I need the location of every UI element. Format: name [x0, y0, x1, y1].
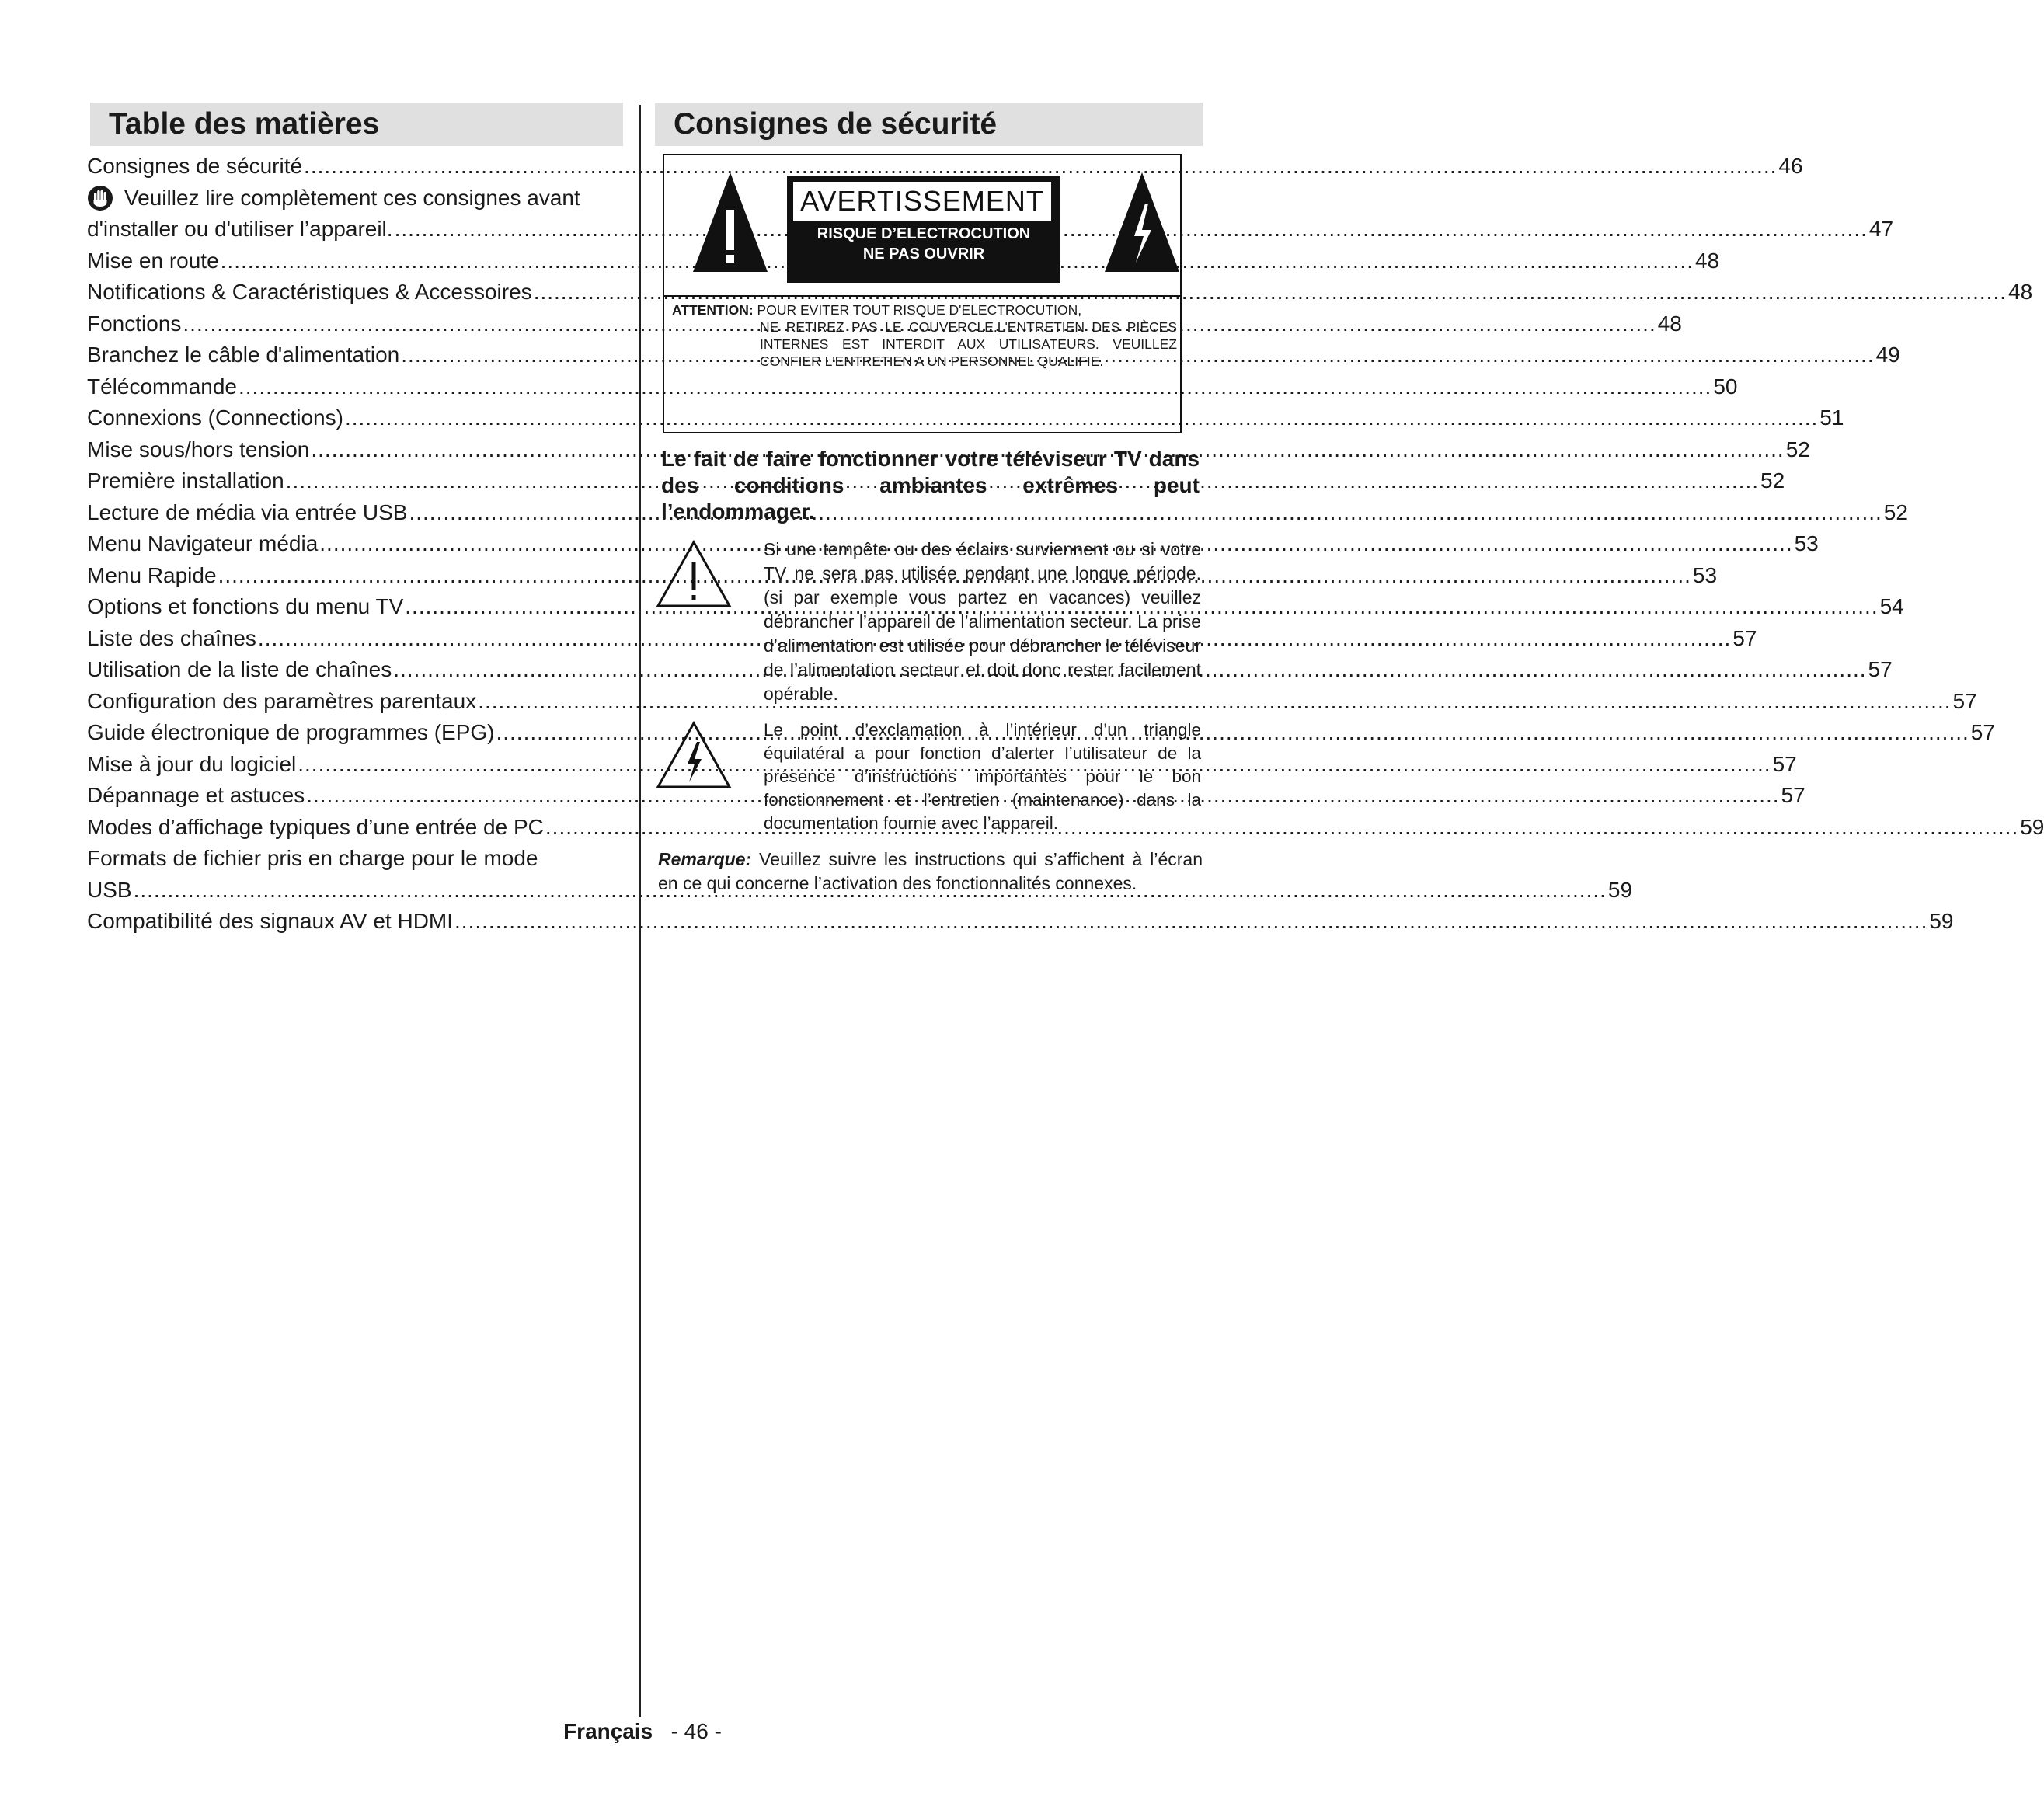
exclamation-meaning	[655, 719, 1203, 835]
toc-item-page: 57	[1732, 625, 1757, 650]
toc-item[interactable]	[87, 465, 1785, 497]
toc-item-label: Compatibilité des signaux AV et HDMI	[87, 909, 454, 933]
toc-item-label: USB	[87, 877, 132, 902]
toc-item-page: 46	[1778, 154, 1803, 178]
warning-subtitle-1: RISQUE D’ELECTROCUTION	[817, 225, 1031, 242]
toc-item-page: 52	[1785, 437, 1810, 461]
toc-item-page: 53	[1794, 531, 1819, 555]
toc-item-page: 57	[1868, 657, 1893, 681]
toc-item[interactable]	[87, 591, 1904, 623]
toc-item-page: 51	[1819, 406, 1844, 430]
toc-item-label: Utilisation de la liste de chaînes	[87, 657, 392, 681]
toc-note-line1: Veuillez lire complètement ces consignes avant	[124, 185, 580, 210]
toc-item[interactable]	[87, 623, 1757, 655]
toc-item-page: 53	[1692, 562, 1718, 587]
exclamation-triangle-icon	[691, 169, 769, 275]
toc-item-page: 59	[1607, 877, 1633, 902]
lightning-triangle-icon	[1103, 169, 1181, 275]
warning-box	[663, 154, 1182, 433]
attention-body: NE RETIREZ PAS LE COUVERCLE.L'ENTRETIEN DES PIÈCES INTERNES EST INTERDIT AUX UTILISATEURS. VEUILLEZ CONFIER L'ENTRETIEN A UN PERSONNEL QUALIFIE.	[760, 319, 1177, 369]
toc-item-page: 57	[1772, 751, 1797, 776]
toc-item-page: 59	[1929, 909, 1954, 933]
attention-first-line: POUR EVITER TOUT RISQUE D'ELECTROCUTION,	[757, 302, 1082, 318]
toc-item-page: 48	[1657, 311, 1682, 336]
extreme-conditions-warning: Le fait de faire fonctionner votre téléviseur TV dans des conditions ambiantes extrêmes peut l’endommager.	[661, 447, 1200, 524]
toc-item-label: Mise sous/hors tension	[87, 437, 310, 461]
toc-item[interactable]	[87, 402, 1844, 434]
toc-item-label: Connexions (Connections)	[87, 406, 343, 430]
toc-item-label: Guide électronique de programmes (EPG)	[87, 720, 495, 744]
toc-item-page: 47	[1868, 217, 1894, 241]
toc-item-label: Liste des chaînes	[87, 625, 256, 650]
toc-item[interactable]	[87, 151, 1803, 183]
toc-item-label: Notifications & Caractéristiques & Accessoires	[87, 280, 532, 304]
toc-item-page: 59	[2020, 814, 2044, 839]
avertissement-title: AVERTISSEMENT	[792, 180, 1053, 222]
toc-item-page: 48	[2008, 280, 2033, 304]
toc-item[interactable]	[87, 371, 1738, 403]
storm-advice	[655, 538, 1203, 706]
toc-item[interactable]	[87, 812, 2044, 844]
toc-item-label: Fonctions	[87, 311, 182, 336]
toc-item-label: Modes d’affichage typiques d’une entrée de PC	[87, 814, 544, 839]
page-footer	[0, 1719, 1285, 1744]
toc-item-label: Menu Rapide	[87, 562, 217, 587]
avertissement-label	[787, 176, 1060, 283]
toc-item-label: Formats de fichier pris en charge pour le mode	[87, 846, 538, 870]
toc-item[interactable]	[87, 560, 1718, 592]
toc-item-page: 54	[1879, 594, 1904, 618]
storm-advice-text: Si une tempête ou des éclairs surviennent ou si votre TV ne sera pas utilisée pendant une longue période. (si par exemple vous partez en vacances) veuillez débrancher l’appareil de l’alimentation secteur. La prise d’alimentation est utilisée pour débrancher le téléviseur de l’alimentation secteur et doit donc rester facilement opérable.	[764, 539, 1201, 704]
leader-dots	[454, 906, 1927, 938]
toc-item-label: Branchez le câble d'alimentation	[87, 343, 400, 367]
toc-item[interactable]	[87, 434, 1810, 466]
toc-title: Table des matières	[90, 103, 623, 146]
toc-item-label: Télécommande	[87, 374, 237, 399]
footer-language: Français	[563, 1719, 653, 1743]
toc-item[interactable]	[87, 749, 1797, 781]
toc-item[interactable]	[87, 277, 2033, 308]
safety-title: Consignes de sécurité	[655, 103, 1203, 146]
toc-item-page: 57	[1970, 720, 1995, 744]
toc-item-label: Première installation	[87, 468, 284, 493]
toc-item[interactable]	[87, 780, 1805, 812]
hand-stop-icon	[87, 185, 113, 211]
attention-text	[672, 301, 1177, 370]
toc-item-label: Mise en route	[87, 248, 219, 273]
exclamation-triangle-outline-icon	[655, 539, 733, 609]
toc-item-label: Menu Navigateur média	[87, 531, 319, 555]
page-number: - 46 -	[670, 1719, 722, 1743]
remark-text: Veuillez suivre les instructions qui s’affichent à l’écran en ce qui concerne l’activation des fonctionnalités connexes.	[658, 849, 1203, 893]
attention-label: ATTENTION:	[672, 302, 754, 318]
toc-item[interactable]	[87, 497, 1908, 529]
warning-subtitle-2: NE PAS OUVRIR	[862, 245, 985, 263]
toc-item[interactable]	[87, 654, 1893, 686]
toc-item[interactable]	[87, 686, 1977, 718]
column-divider	[639, 105, 641, 1717]
exclamation-meaning-text: Le point d’exclamation à l’intérieur d’un triangle équilatéral a pour fonction d’alerter l’utilisateur de la présence d’instructions importantes pour le bon fonctionnement et l’entretien (maintenance) dans la documentation fournie avec l’appareil.	[764, 720, 1201, 833]
safety-section	[655, 103, 1203, 896]
toc-item-page: 49	[1875, 343, 1900, 367]
remark	[655, 848, 1203, 896]
toc-item[interactable]	[87, 528, 1819, 560]
toc-item-label: Consignes de sécurité	[87, 154, 303, 178]
warning-label-panel	[664, 155, 1180, 297]
toc-item-label: Dépannage et astuces	[87, 783, 305, 807]
toc-item-label: Mise à jour du logiciel	[87, 751, 297, 776]
toc-item-page: 48	[1694, 248, 1720, 273]
toc-item-page: 50	[1713, 374, 1738, 399]
toc-item-page: 52	[1760, 468, 1785, 493]
toc-item-label: Configuration des paramètres parentaux	[87, 688, 477, 713]
toc-item[interactable]	[87, 717, 1995, 749]
toc-item-page: 52	[1883, 500, 1908, 524]
toc-item-page: 57	[1781, 783, 1805, 807]
toc-item-label: Lecture de média via entrée USB	[87, 500, 408, 524]
toc-item[interactable]	[87, 906, 1954, 938]
toc-note-line2: d'installer ou d'utiliser l’appareil.	[87, 217, 393, 241]
remark-label: Remarque:	[658, 849, 752, 869]
lightning-triangle-outline-icon	[655, 720, 733, 790]
toc-item-label: Options et fonctions du menu TV	[87, 594, 404, 618]
toc-item-page: 57	[1952, 688, 1977, 713]
